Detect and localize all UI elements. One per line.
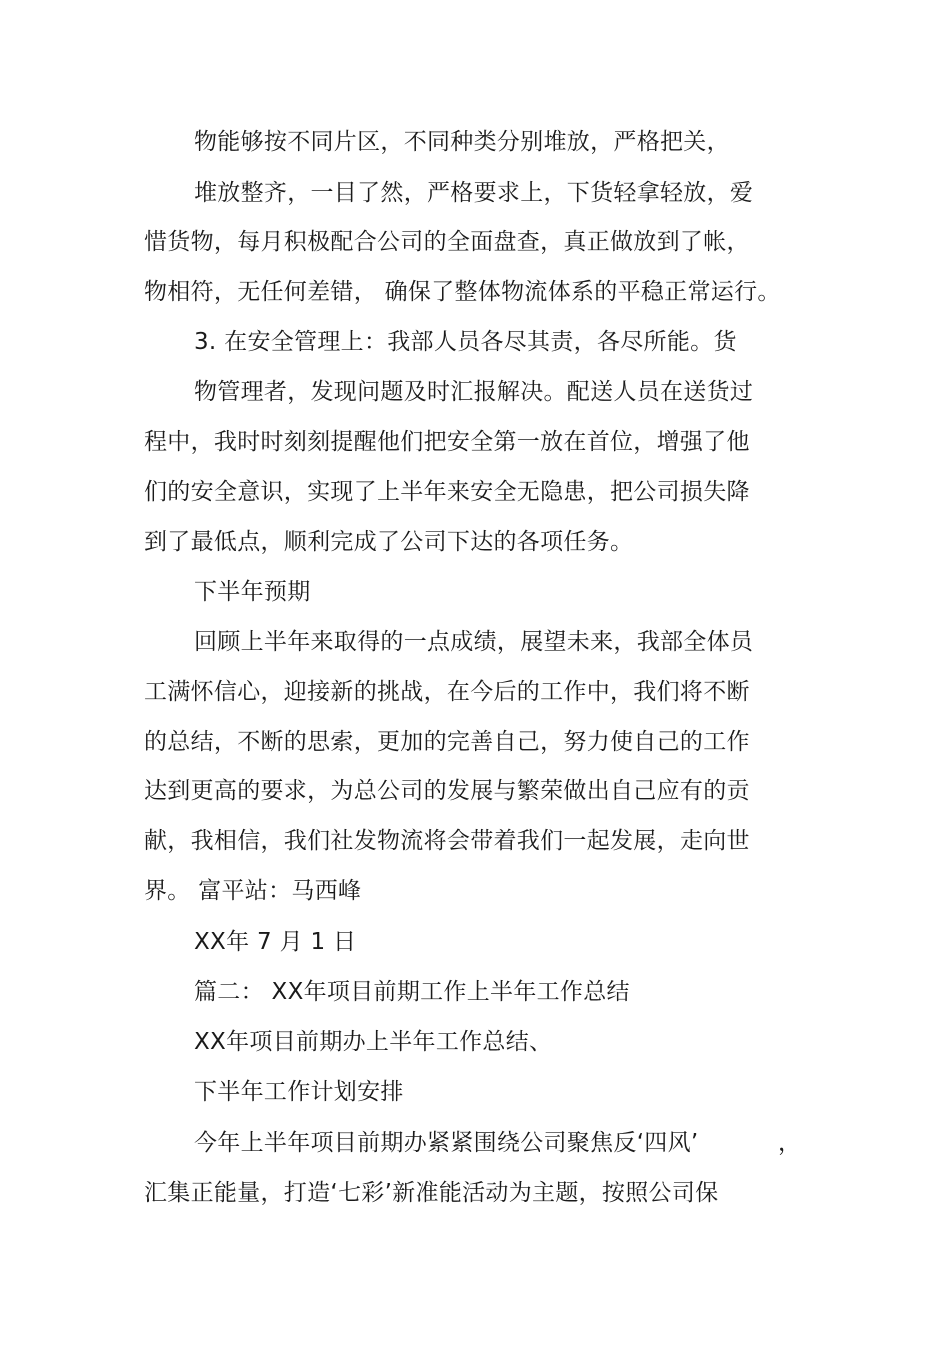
paragraph-line: 堆放整齐，一目了然，严格要求上，下货轻拿轻放，爱 [194,180,754,206]
trailing-comma: ， [778,1130,801,1156]
title-line: 下半年工作计划安排 [194,1079,404,1105]
paragraph-line: 物相符，无任何差错， 确保了整体物流体系的平稳正常运行。 [144,279,781,305]
paragraph-line: 献，我相信，我们社发物流将会带着我们一起发展，走向世 [144,828,750,854]
title-line: XX年项目前期办上半年工作总结、 [194,1029,553,1055]
paragraph-line: 惜货物，每月积极配合公司的全面盘查，真正做放到了帐， [144,229,750,255]
paragraph-line: 物管理者，发现问题及时汇报解决。配送人员在送货过 [194,379,754,405]
section-heading: 下半年预期 [194,579,311,605]
date-line: XX年 7 月 1 日 [194,929,357,955]
paragraph-line: 的总结，不断的思索，更加的完善自己，努力使自己的工作 [144,729,750,755]
paragraph-line: 工满怀信心，迎接新的挑战，在今后的工作中，我们将不断 [144,679,750,705]
paragraph-line: 达到更高的要求，为总公司的发展与繁荣做出自己应有的贡 [144,778,750,804]
paragraph-line: 汇集正能量，打造‘七彩’新准能活动为主题，按照公司保 [144,1180,719,1206]
signature-line: 界。 富平站：马西峰 [144,878,362,904]
paragraph-line: 今年上半年项目前期办紧紧围绕公司聚焦反‘四风’ [194,1130,699,1156]
paragraph-line: 们的安全意识，实现了上半年来安全无隐患，把公司损失降 [144,479,750,505]
paragraph-line: 回顾上半年来取得的一点成绩，展望未来，我部全体员 [194,629,754,655]
paragraph-line: 到了最低点，顺利完成了公司下达的各项任务。 [144,529,634,555]
paragraph-line: 程中，我时时刻刻提醒他们把安全第一放在首位，增强了他 [144,429,750,455]
paragraph-line: 物能够按不同片区，不同种类分别堆放，严格把关， [194,129,730,155]
paragraph-line: 3. 在安全管理上：我部人员各尽其责，各尽所能。货 [194,329,737,355]
article-heading: 篇二： XX年项目前期工作上半年工作总结 [194,979,630,1005]
